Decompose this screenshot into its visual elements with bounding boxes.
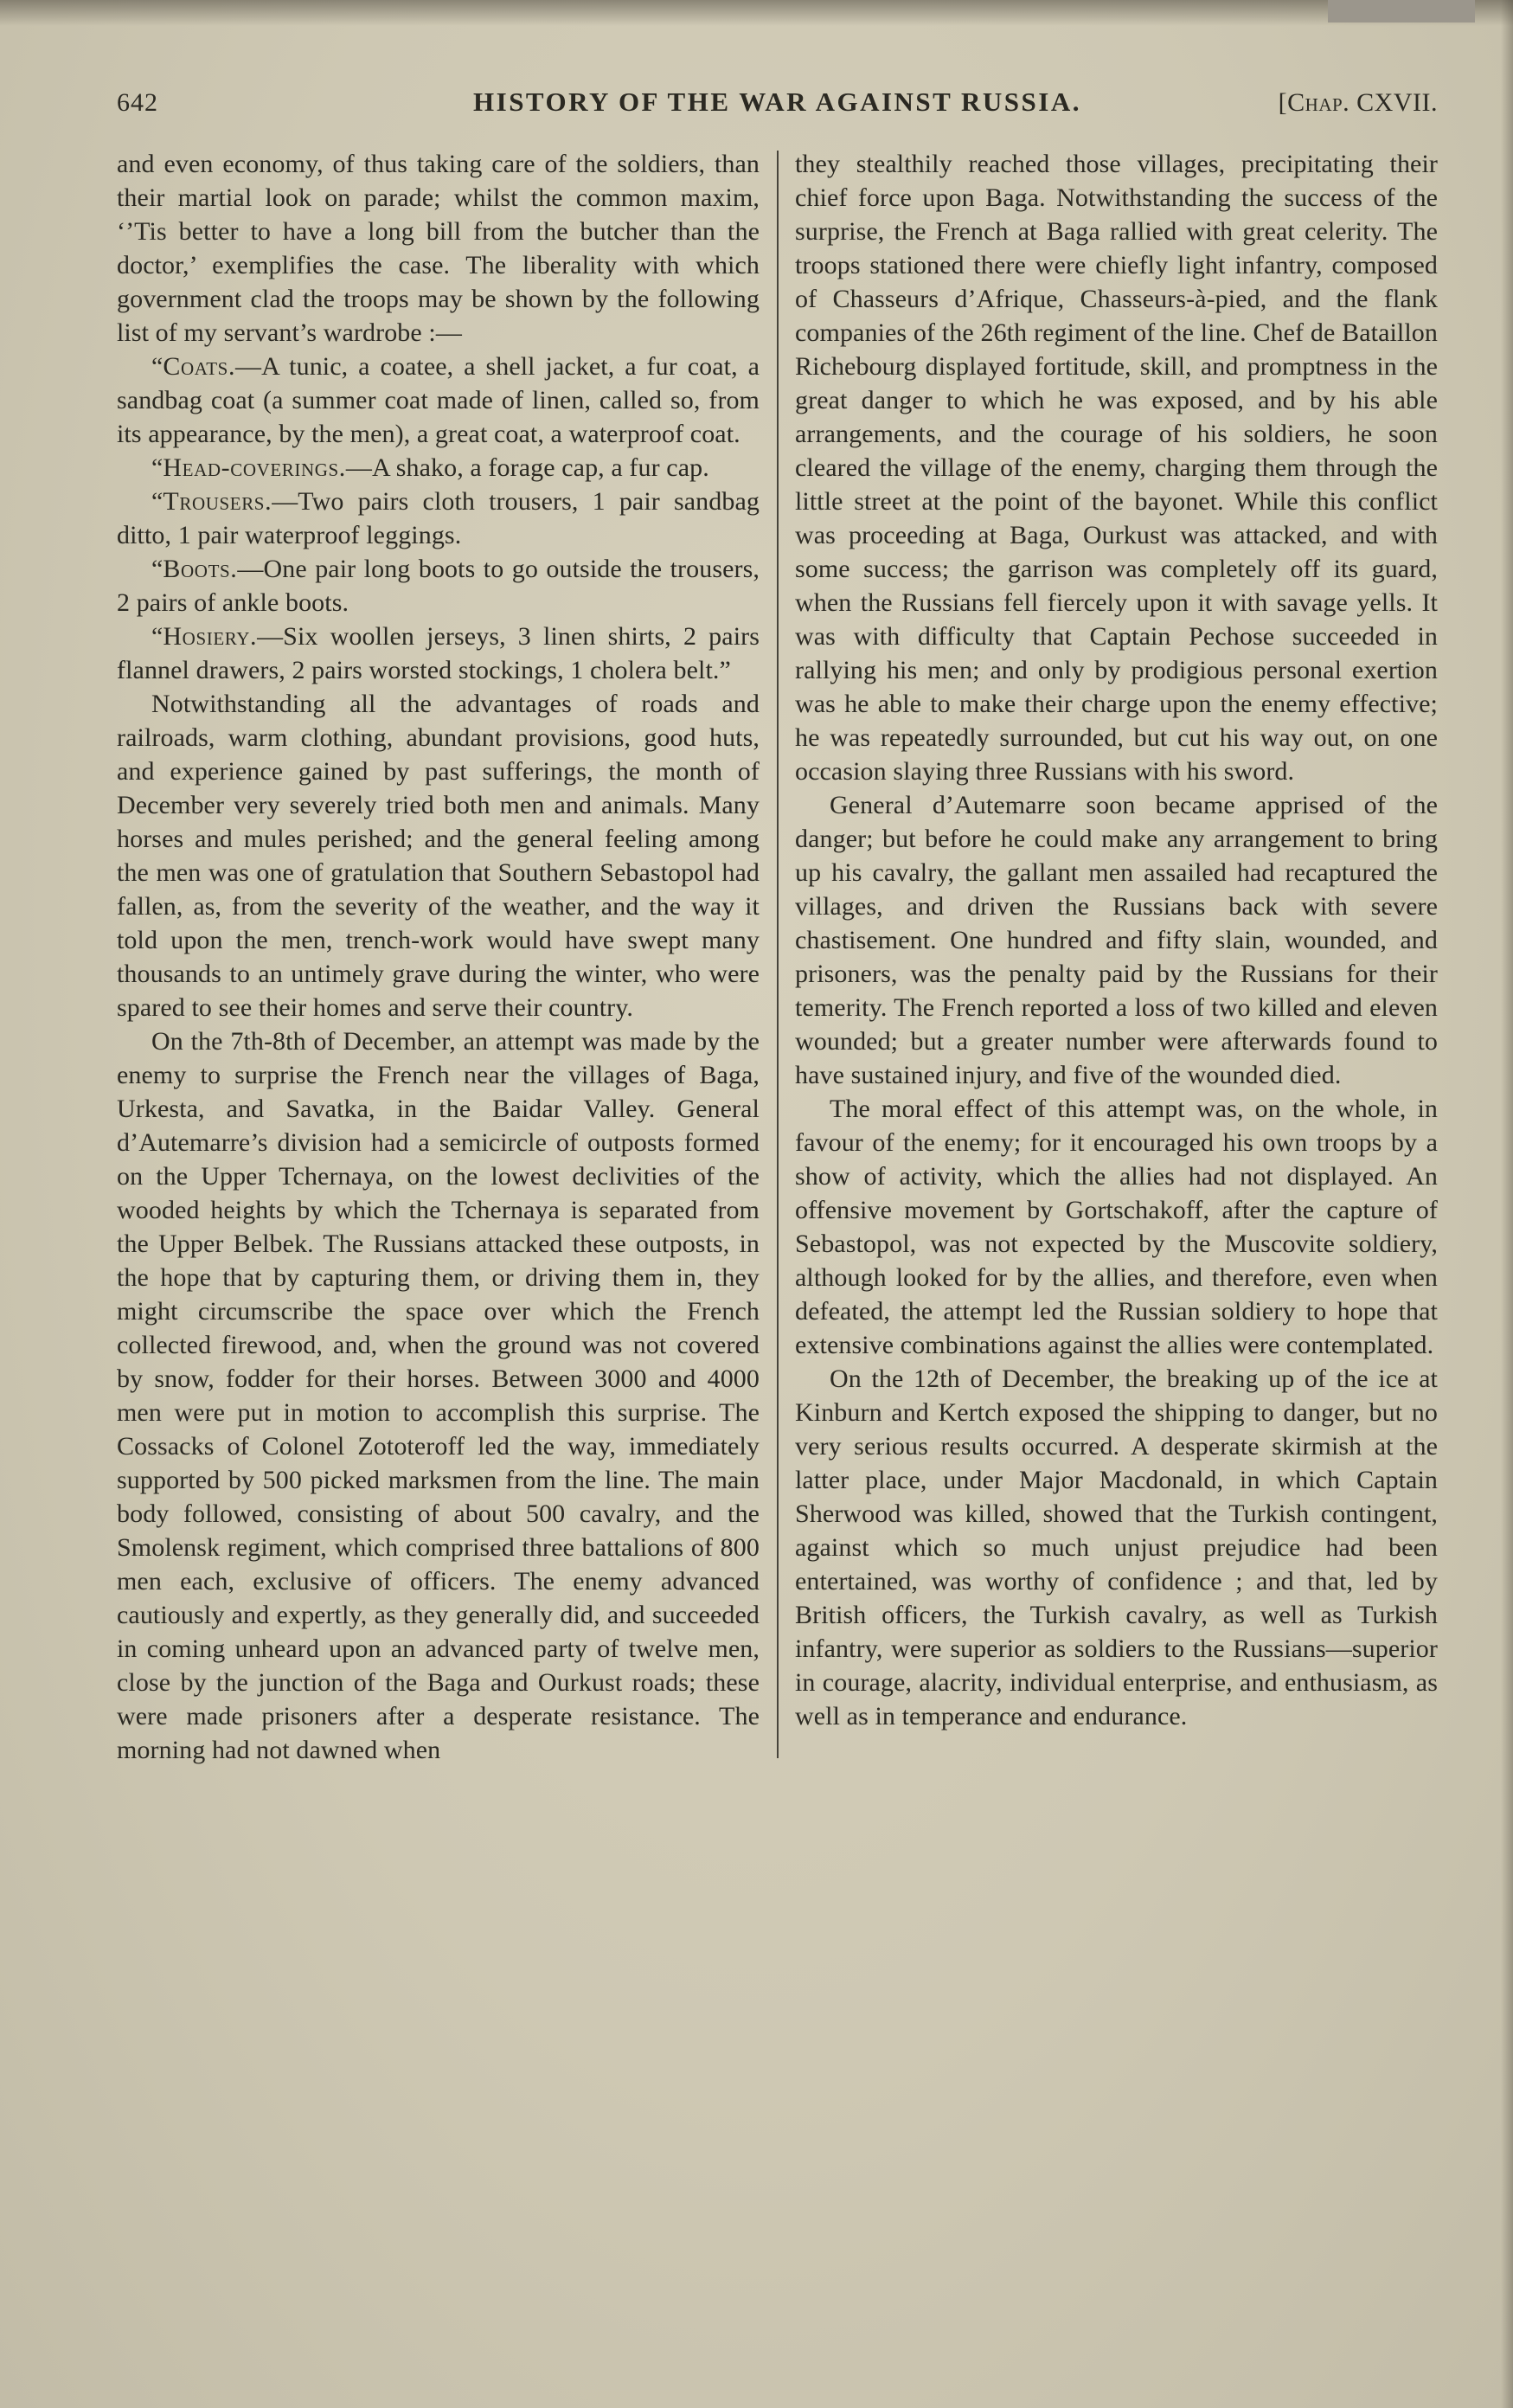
paragraph (117, 451, 760, 485)
paragraph-text: Notwithstanding all the advantages of roads and railroads, warm clothing, abundant provisions, good huts, and experience gained by past sufferings, the month of December very severely tried both men and animals. Many horses and mules perished; and the general feeling among the men was one of gratulation that Southern Sebastopol had fallen, as, from the severity of the weather, and the way it told upon the men, trench-work would have swept many thousands to an untimely grave during the winter, who were spared to see their homes and serve their country. (117, 690, 760, 1022)
scan-edge-corner (1328, 0, 1475, 22)
paragraph-text: —One pair long boots to go outside the trousers, 2 pairs of ankle boots. (117, 555, 760, 617)
paragraph (117, 1024, 760, 1767)
paragraph-text: —A tunic, a coatee, a shell jacket, a fur coat, a sandbag coat (a summer coat made of linen, called so, from its appearance, by the men), a great coat, a waterproof coat. (117, 352, 760, 448)
page-number: 642 (117, 88, 158, 117)
page-header (117, 87, 1438, 118)
paragraph-text: The moral effect of this attempt was, on the whole, in favour of the enemy; for it encouraged his own troops by a show of activity, which the allies had not displayed. An offensive movement by Gortschakoff, after the capture of Sebastopol, was not expected by the Muscovite soldiery, although looked for by the allies, and therefore, even when defeated, the attempt led the Russian soldiery to hope that extensive combinations against the allies were contemplated. (795, 1095, 1438, 1359)
paragraph (795, 788, 1438, 1092)
running-title: HISTORY OF THE WAR AGAINST RUSSIA. (473, 87, 1081, 117)
paragraph-text: and even economy, of thus taking care of the soldiers, than their martial look on parade; whilst the common maxim, ‘’Tis better to have a long bill from the butcher than the doctor,’ exemplifies the case. The liberality with which government clad the troops may be shown by the following list of my servant’s wardrobe :— (117, 150, 760, 347)
column-divider (777, 151, 779, 1758)
paragraph-text: “ (151, 622, 163, 651)
small-caps-term: Boots. (163, 555, 238, 583)
paragraph-text: On the 12th of December, the breaking up of the ice at Kinburn and Kertch exposed the shipping to danger, but no very serious results occurred. A desperate skirmish at the latter place, under Major Macdonald, in which Captain Sherwood was killed, showed that the Turkish contingent, against which so much unjust prejudice had been entertained, was worthy of confidence ; and that, led by British officers, the Turkish cavalry, as well as Turkish infantry, were superior as soldiers to the Russians—superior in courage, alacrity, individual enterprise, and enthusiasm, as well as in temperance and endurance. (795, 1365, 1438, 1731)
paragraph-text: On the 7th-8th of December, an attempt was made by the enemy to surprise the French near the villages of Baga, Urkesta, and Savatka, in the Baidar Valley. General d’Autemarre’s division had a semicircle of outposts formed on the Upper Tchernaya, on the lowest declivities of the wooded heights by which the Tchernaya is separated from the Upper Belbek. The Russians attacked these outposts, in the hope that by capturing them, or driving them in, they might circumscribe the space over which the French collected firewood, and, when the ground was not covered by snow, fodder for their horses. Between 3000 and 4000 men were put in motion to accomplish this surprise. The Cossacks of Colonel Zototeroff led the way, immediately supported by 500 picked marksmen from the line. The main body followed, consisting of about 500 cavalry, and the Smolensk regiment, which comprised three battalions of 800 men each, exclusive of officers. The enemy advanced cautiously and expertly, as they generally did, and succeeded in coming unheard upon an advanced party of twelve men, close by the junction of the Baga and Ourkust roads; these were made prisoners after a desperate resistance. The morning had not dawned when (117, 1027, 760, 1764)
paragraph (117, 147, 760, 350)
paragraph-text: “ (151, 487, 163, 516)
scan-edge-top (0, 0, 1513, 26)
paragraph-text: “ (151, 453, 163, 482)
paragraph (117, 350, 760, 451)
small-caps-term: Coats. (163, 352, 236, 381)
paragraph-text: —Two pairs cloth trousers, 1 pair sandbag ditto, 1 pair waterproof leggings. (117, 487, 760, 549)
paragraph-text: —A shako, a forage cap, a fur cap. (345, 453, 709, 482)
right-column (795, 147, 1438, 1767)
paragraph (795, 147, 1438, 788)
paragraph-text: they stealthily reached those villages, precipitating their chief force upon Baga. Notwithstanding the success of the surprise, the French at Baga rallied with great celerity. The troops stationed there were chiefly light infantry, composed of Chasseurs d’Afrique, Chasseurs-à-pied, and the flank companies of the 26th regiment of the line. Chef de Bataillon Richebourg displayed fortitude, skill, and promptness in the great danger to which he was exposed, and by his able arrangements, and the courage of his soldiers, he soon cleared the village of the enemy, charging them through the little street at the point of the bayonet. While this conflict was proceeding at Baga, Ourkust was attacked, and with some success; the garrison was completely off its guard, when the Russians fell fiercely upon it with savage yells. It was with difficulty that Captain Pechose succeeded in rallying his men; and only by prodigious personal exertion was he able to make their charge upon the enemy effective; he was repeatedly surrounded, but cut his way out, on one occasion slaying three Russians with his sword. (795, 150, 1438, 786)
small-caps-term: Head-coverings. (163, 453, 346, 482)
paragraph (117, 552, 760, 620)
left-column (117, 147, 760, 1767)
small-caps-term: Trousers. (163, 487, 272, 516)
chapter-reference: [Chap. CXVII. (1278, 88, 1438, 117)
paragraph (117, 620, 760, 687)
paragraph-text: “ (151, 555, 163, 583)
paragraph-text: “ (151, 352, 163, 381)
paragraph (795, 1092, 1438, 1362)
paragraph (795, 1362, 1438, 1733)
paragraph-text: —Six woollen jerseys, 3 linen shirts, 2 pairs flannel drawers, 2 pairs worsted stockings, 1 cholera belt.” (117, 622, 760, 684)
paragraph (117, 687, 760, 1024)
paragraph (117, 485, 760, 552)
scan-edge-right (1501, 0, 1513, 2408)
paragraph-text: General d’Autemarre soon became apprised of the danger; but before he could make any arrangement to bring up his cavalry, the gallant men assailed had recaptured the villages, and driven the Russians back with severe chastisement. One hundred and fifty slain, wounded, and prisoners, was the penalty paid by the Russians for their temerity. The French reported a loss of two killed and eleven wounded; but a greater number were afterwards found to have sustained injury, and five of the wounded died. (795, 791, 1438, 1089)
small-caps-term: Hosiery. (163, 622, 258, 651)
text-block (117, 147, 1438, 1767)
